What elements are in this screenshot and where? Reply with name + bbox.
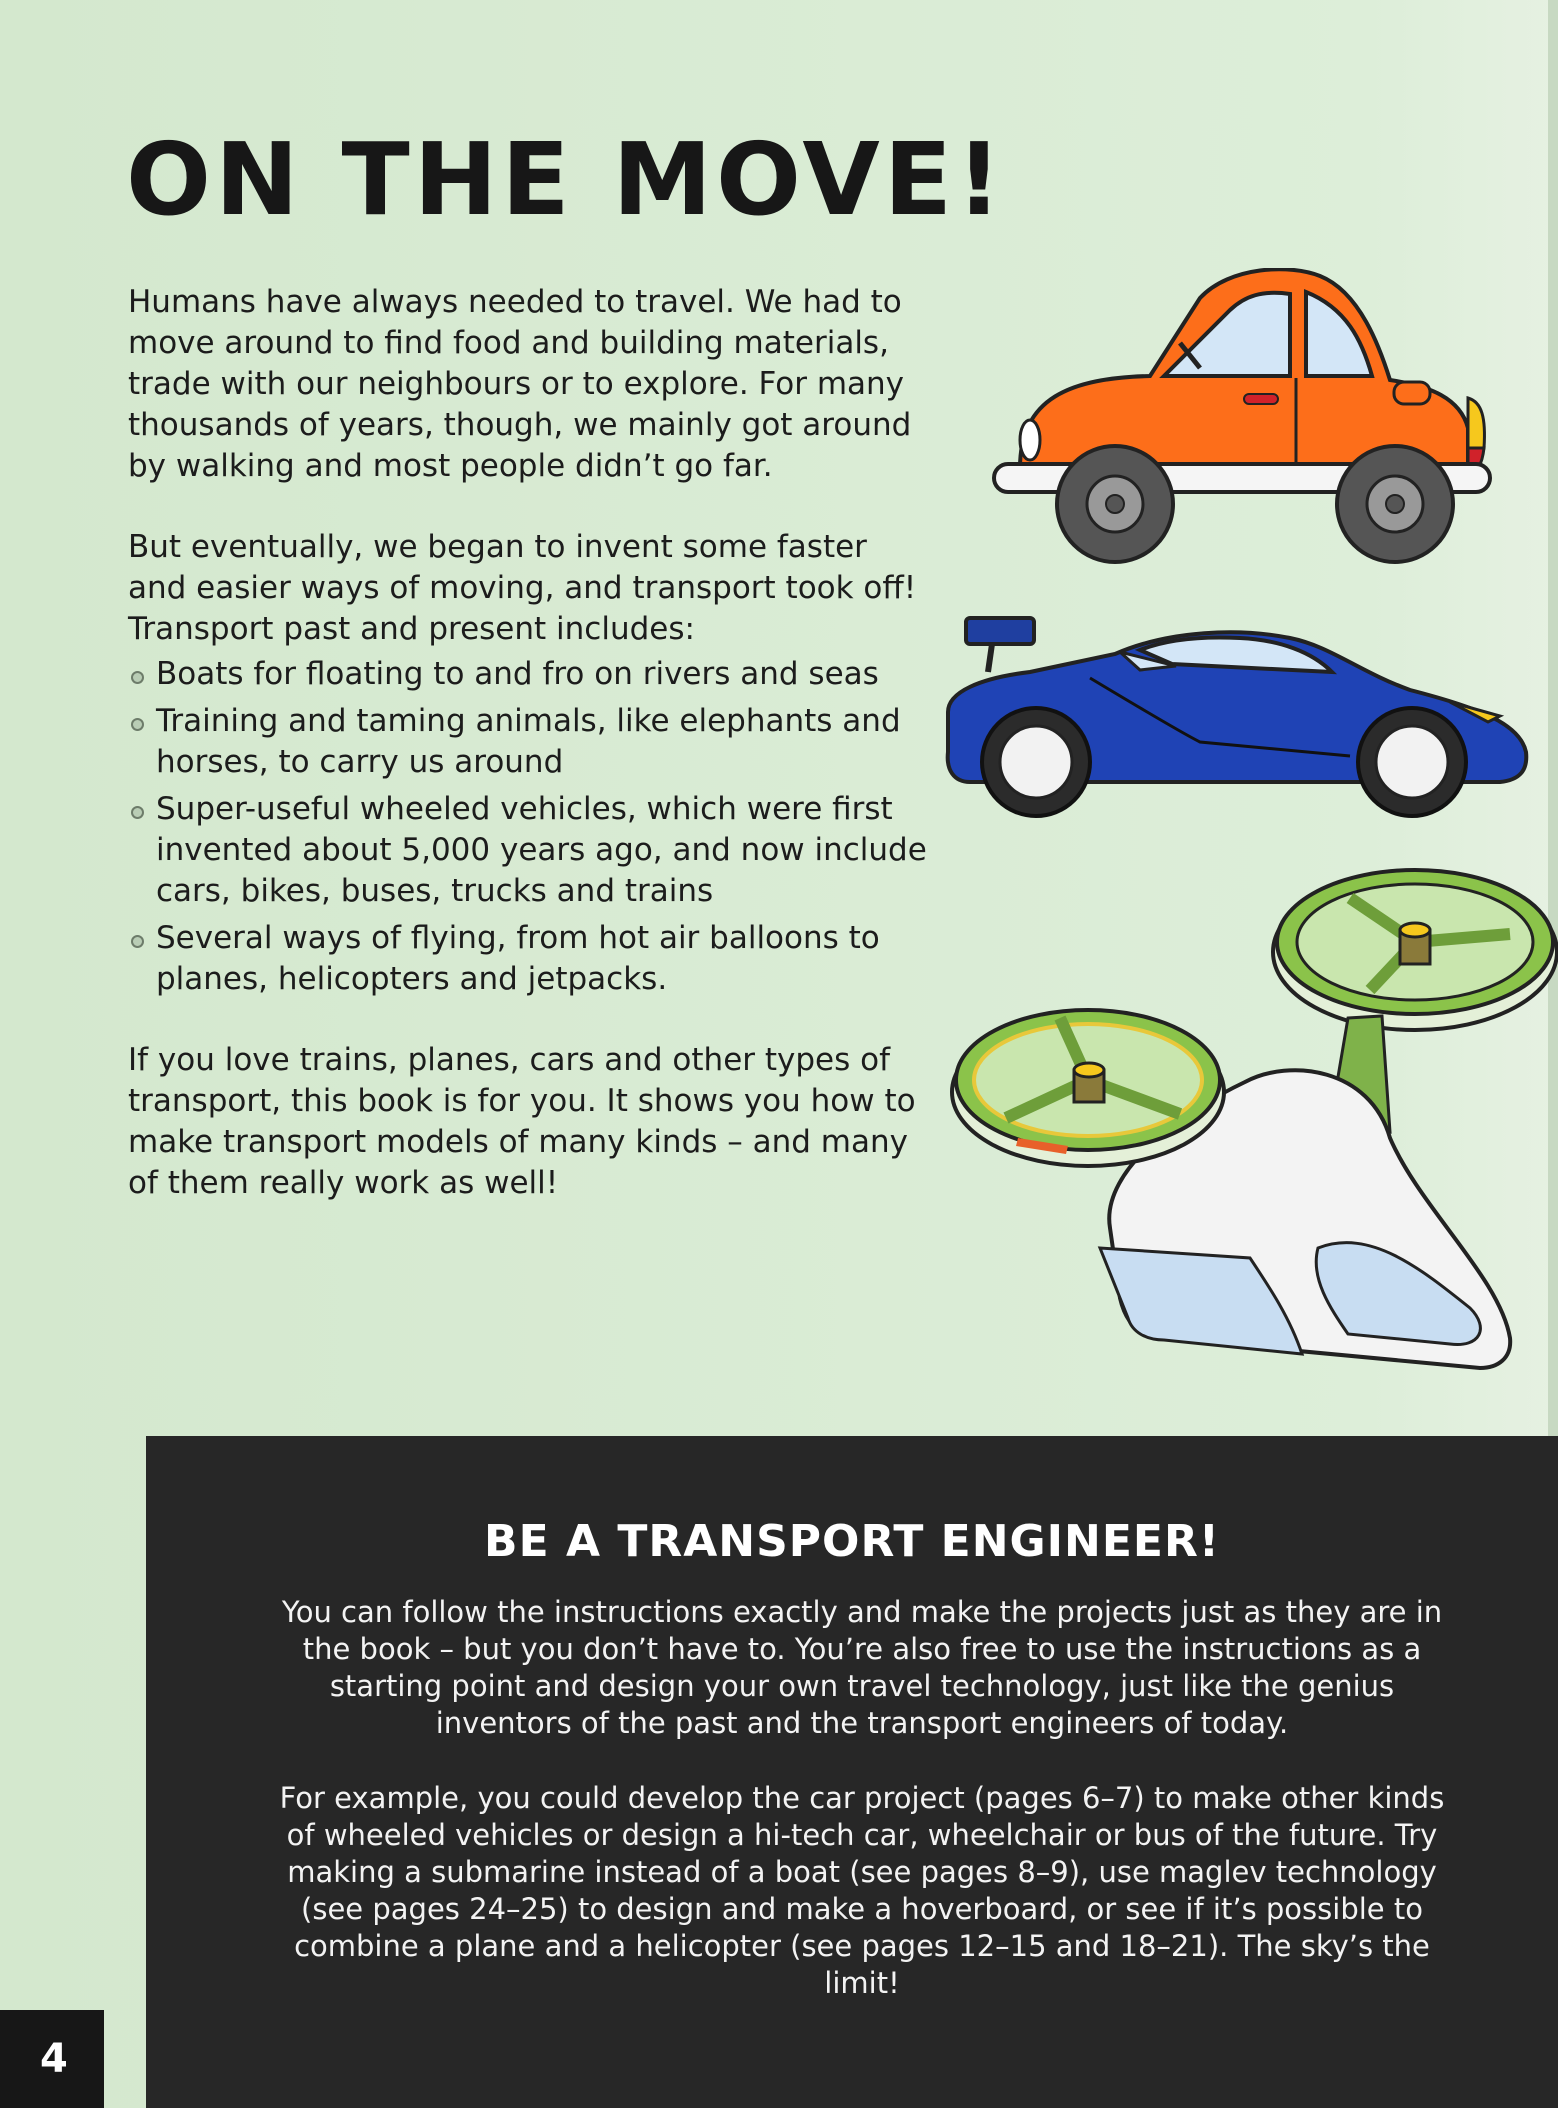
flying-pod-icon: [950, 868, 1558, 1428]
page-number: 4: [40, 2036, 68, 2082]
intro-paragraph-2: But eventually, we began to invent some faster and easier ways of moving, and transport took off! Transport past and present includes:: [128, 529, 917, 647]
list-item: Training and taming animals, like elephants and horses, to carry us around: [128, 701, 928, 783]
intro-paragraph-1: Humans have always needed to travel. We had to move around to find food and building materials, trade with our neighbours or to explore. For many thousands of years, though, we mainly got around by walking and most people didn’t go far.: [128, 284, 912, 484]
panel-paragraph-2: For example, you could develop the car project (pages 6–7) to make other kinds of wheeled vehicles or design a hi-tech car, wheelchair or bus of the future. Try making a submarine instead of a boat (see pages 8–9), use maglev technology (see pages 24–25) to design and make a hoverboard, or see if it’s possible to combine a plane and a helicopter (see pages 12–15 and 18–21). The sky’s the limit!: [279, 1781, 1445, 2000]
bullet-icon: [131, 671, 144, 684]
page-title: ON THE MOVE!: [126, 121, 1006, 238]
panel-paragraph-1: You can follow the instructions exactly and make the projects just as they are in the book – but you don’t have to. You’re also free to use the instructions as a starting point and design your own travel technology, just like the genius inventors of the past and the transport engineers of today.: [281, 1595, 1443, 1740]
page-number-tab: [0, 2010, 104, 2108]
blue-sports-car-icon: [940, 612, 1540, 822]
bullet-icon: [131, 718, 144, 731]
orange-car-icon: [990, 268, 1500, 568]
bullet-icon: [131, 806, 144, 819]
transport-list: [128, 654, 928, 1000]
closing-paragraph: If you love trains, planes, cars and other types of transport, this book is for you. It shows you how to make transport models of many kinds – and many of them really work as well!: [128, 1042, 916, 1201]
bullet-icon: [131, 935, 144, 948]
list-item: Boats for floating to and fro on rivers and seas: [128, 654, 928, 695]
panel-heading: BE A TRANSPORT ENGINEER!: [484, 1516, 1220, 1567]
list-item: Several ways of flying, from hot air balloons to planes, helicopters and jetpacks.: [128, 918, 928, 1000]
main-text-column: [128, 282, 928, 1244]
list-item: Super-useful wheeled vehicles, which were first invented about 5,000 years ago, and now include cars, bikes, buses, trucks and trains: [128, 789, 928, 912]
engineer-panel: [146, 1436, 1558, 2108]
